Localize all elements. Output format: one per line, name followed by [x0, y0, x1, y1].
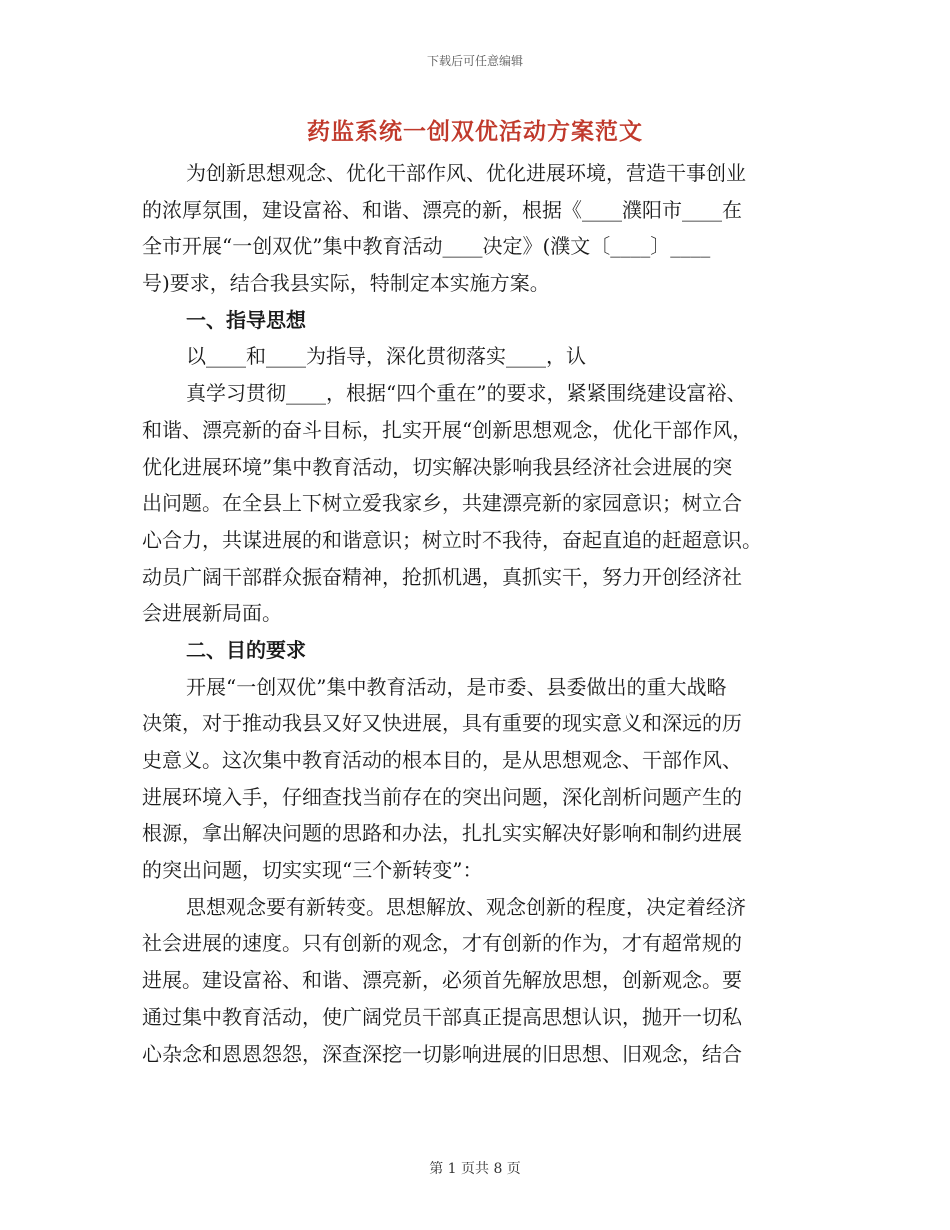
- paragraph-line: 史意义。这次集中教育活动的根本目的，是从思想观念、干部作风、: [142, 748, 742, 772]
- section-heading: 二、目的要求: [186, 637, 306, 662]
- paragraph-line: 的突出问题，切实实现“三个新转变”：: [142, 858, 483, 883]
- paragraph-line: 社会进展的速度。只有创新的观念，才有创新的作为，才有超常规的: [142, 931, 742, 956]
- document-body: [142, 155, 810, 1072]
- paragraph-line: 真学习贯彻____，根据“四个重在”的要求，紧紧围绕建设富裕、: [186, 381, 747, 406]
- paragraph-line: 全市开展“一创双优”集中教育活动____决定》(濮文〔____〕____: [142, 234, 711, 259]
- section-heading: 一、指导思想: [186, 307, 306, 332]
- paragraph-line: 通过集中教育活动，使广阔党员干部真正提高思想认识，抛开一切私: [142, 1004, 742, 1029]
- page-number: 第 1 页共 8 页: [429, 1161, 521, 1177]
- paragraph-line: 决策，对于推动我县又好又快进展，具有重要的现实意义和深远的历: [142, 711, 742, 736]
- page-header-note: 下载后可任意编辑: [426, 54, 523, 68]
- paragraph-line: 进展。建设富裕、和谐、漂亮新，必须首先解放思想，创新观念。要: [142, 968, 742, 993]
- paragraph-line: 优化进展环境”集中教育活动，切实解决影响我县经济社会进展的突: [142, 454, 733, 479]
- paragraph-line: 进展环境入手，仔细查找当前存在的突出问题，深化剖析问题产生的: [142, 784, 742, 809]
- paragraph-line: 根源，拿出解决问题的思路和办法，扎扎实实解决好影响和制约进展: [142, 821, 742, 846]
- paragraph-line: 号)要求，结合我县实际，特制定本实施方案。: [142, 271, 550, 296]
- paragraph-line: 心杂念和恩恩怨怨，深查深挖一切影响进展的旧思想、旧观念，结合: [142, 1041, 742, 1066]
- paragraph-line: 为创新思想观念、优化干部作风、优化进展环境，营造干事创业: [186, 161, 746, 185]
- paragraph-line: 动员广阔干部群众振奋精神，抢抓机遇，真抓实干，努力开创经济社: [142, 564, 742, 589]
- document-title: 药监系统一创双优活动方案范文: [307, 118, 643, 145]
- paragraph-line: 会进展新局面。: [142, 601, 282, 626]
- paragraph-line: 和谐、漂亮新的奋斗目标，扎实开展“创新思想观念，优化干部作风，: [142, 417, 753, 442]
- paragraph-line: 出问题。在全县上下树立爱我家乡，共建漂亮新的家园意识；树立合: [142, 491, 742, 516]
- paragraph-line: 的浓厚氛围，建设富裕、和谐、漂亮的新，根据《____濮阳市____在: [142, 197, 742, 222]
- paragraph-line: 心合力，共谋进展的和谐意识；树立时不我待，奋起直追的赶超意识。: [142, 527, 762, 552]
- paragraph-line: 以____和____为指导，深化贯彻落实____，认: [186, 344, 586, 369]
- paragraph-line: 开展“一创双优”集中教育活动，是市委、县委做出的重大战略: [186, 674, 727, 699]
- paragraph-line: 思想观念要有新转变。思想解放、观念创新的程度，决定着经济: [186, 894, 746, 919]
